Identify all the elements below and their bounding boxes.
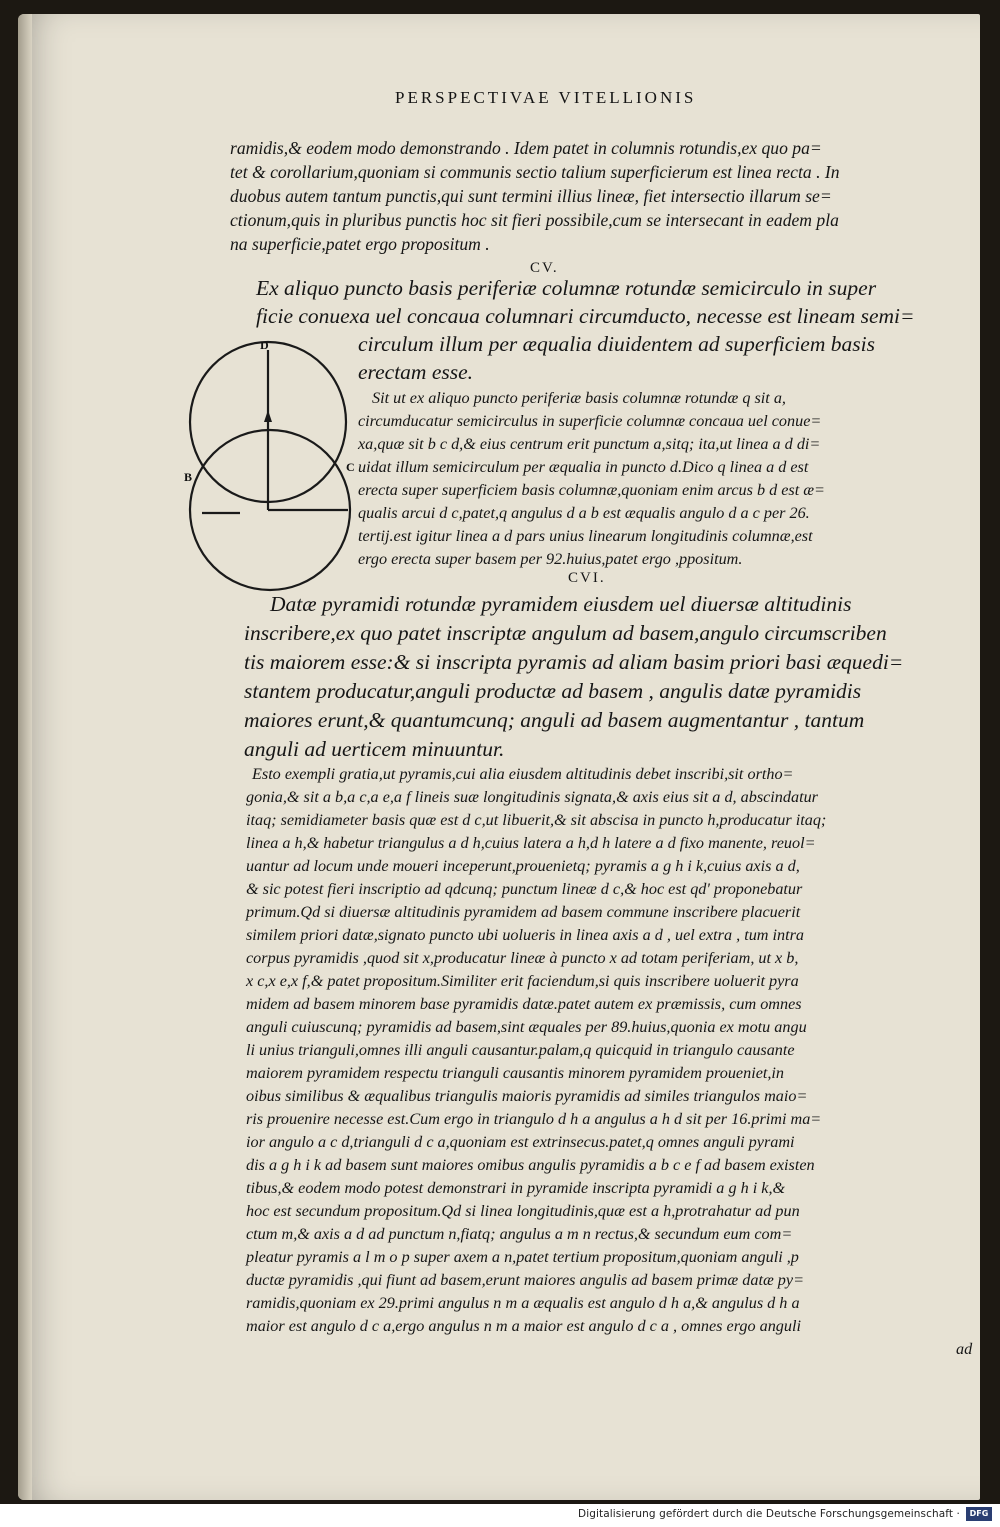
proof-line: uantur ad locum unde moueri inceperunt,prouenietq; pyramis a g h i k,cuius axis a d, xyxy=(246,857,800,875)
catchword: ad xyxy=(956,1340,973,1358)
proof-line: xa,quæ sit b c d,& eius centrum erit punctum a,sitq; ita,ut linea a d di= xyxy=(358,435,821,453)
running-head: PERSPECTIVAE VITELLIONIS xyxy=(395,88,697,107)
proof-line: erecta super superficiem basis columnæ,quoniam enim arcus b d est æ= xyxy=(358,481,825,499)
arrow-icon xyxy=(264,410,272,422)
section-statement-line: anguli ad uerticem minuuntur. xyxy=(244,737,505,761)
proof-line: ctum m,& axis a d ad punctum n,fiatq; angulus a m n rectus,& secundum eum com= xyxy=(246,1225,793,1243)
proof-line: maiorem pyramidem respectu trianguli causantis minorem pyramidem proueniet,in xyxy=(246,1064,785,1082)
diagram-label-c: C xyxy=(346,460,355,474)
proof-line: Esto exempli gratia,ut pyramis,cui alia eiusdem altitudinis debet inscribi,sit ortho= xyxy=(252,765,794,783)
section-number-cvi: CVI. xyxy=(568,570,606,586)
page-edge xyxy=(18,14,32,1500)
proof-line: ductæ pyramidis ,qui fiunt ad basem,erunt maiores angulis ad basem primæ datæ py= xyxy=(246,1271,804,1289)
dfg-logo: DFG xyxy=(966,1507,992,1521)
proof-line: tertij.est igitur linea a d pars unius linearum longitudinis columnæ,est xyxy=(358,527,813,545)
proof-line: & sic potest fieri inscriptio ad qdcunq; punctum lineæ d c,& hoc est qd' proponebatur xyxy=(246,880,803,898)
section-statement-line: Ex aliquo puncto basis periferiæ columnæ rotundæ semicirculo in super xyxy=(256,276,877,300)
proof-line: hoc est secundum propositum.Qd si linea longitudinis,quæ est a h,protrahatur ad pun xyxy=(246,1202,800,1220)
proof-line: dis a g h i k ad basem sunt maiores omibus angulis pyramidis a b c e f ad basem existen xyxy=(246,1156,815,1174)
text-line: duobus autem tantum punctis,qui sunt termini illius lineæ, fiet intersectio illarum se= xyxy=(230,186,832,206)
proof-line: maior est angulo d c a,ergo angulus n m a maior est angulo d c a , omnes ergo anguli xyxy=(246,1317,801,1335)
proof-line: tibus,& eodem modo potest demonstrari in pyramide inscripta pyramidi a g h i k,& xyxy=(246,1179,786,1197)
diagram-svg xyxy=(180,330,360,600)
proof-line: ramidis,quoniam ex 29.primi angulus n m a æqualis est angulo d h a,& angulus d h a xyxy=(246,1294,800,1312)
text-line: tet & corollarium,quoniam si communis sectio talium superficierum est linea recta . In xyxy=(230,162,840,182)
text-line: ctionum,quis in pluribus punctis hoc sit fieri possibile,cum se intersecant in eadem pla xyxy=(230,210,839,230)
section-statement-line: tis maiorem esse:& si inscripta pyramis ad aliam basim priori basi æquedi= xyxy=(244,650,904,674)
proof-line: anguli cuiuscunq; pyramidis ad basem,sint æquales per 89.huius,quonia ex motu angu xyxy=(246,1018,807,1036)
section-statement-line: ficie conuexa uel concaua columnari circumducto, necesse est lineam semi= xyxy=(256,304,915,328)
proof-line: x c,x e,x f,& patet propositum.Similiter erit faciendum,si quis inscribere uoluerit pyra xyxy=(246,972,799,990)
proof-line: midem ad basem minorem base pyramidis datæ.patet autem ex præmissis, cum omnes xyxy=(246,995,802,1013)
section-statement-line: maiores erunt,& quantumcunq; anguli ad basem augmentantur , tantum xyxy=(244,708,865,732)
section-statement-line: inscribere,ex quo patet inscriptæ angulum ad basem,angulo circumscriben xyxy=(244,621,887,645)
section-statement-line: stantem producatur,anguli productæ ad basem , angulis datæ pyramidis xyxy=(244,679,862,703)
proof-line: uidat illum semicirculum per æqualia in puncto d.Dico q linea a d est xyxy=(358,458,809,476)
proof-line: oibus similibus & æqualibus triangulis maioris pyramidis ad similes triangulos maio= xyxy=(246,1087,808,1105)
text-line: na superficie,patet ergo propositum . xyxy=(230,234,490,254)
diagram-label-d: D xyxy=(260,338,269,352)
footer-credit: Digitalisierung gefördert durch die Deutsche Forschungsgemeinschaft · xyxy=(578,1508,960,1520)
proof-line: Sit ut ex aliquo puncto periferiæ basis columnæ rotundæ q sit a, xyxy=(372,389,786,407)
text-line: ramidis,& eodem modo demonstrando . Idem patet in columnis rotundis,ex quo pa= xyxy=(230,138,822,158)
section-number-cv: CV. xyxy=(530,260,559,276)
proof-line: linea a h,& habetur triangulus a d h,cuius latera a h,d h latere a d fixo manente, reuol= xyxy=(246,834,816,852)
proof-line: itaq; semidiameter basis quæ est d c,ut libuerit,& sit abscisa in puncto h,producatur itaq; xyxy=(246,811,827,829)
section-statement-line: Datæ pyramidi rotundæ pyramidem eiusdem uel diuersæ altitudinis xyxy=(270,592,852,616)
proof-line: li unius trianguli,omnes illi anguli causantur.palam,q quicquid in triangulo causante xyxy=(246,1041,795,1059)
diagram-label-b: B xyxy=(184,470,193,484)
proof-line: qualis arcui d c,patet,q angulus d a b est æqualis angulo d a c per 26. xyxy=(358,504,810,522)
proof-line: ior angulo a c d,trianguli d c a,quoniam est extrinsecus.patet,q omnes anguli pyrami xyxy=(246,1133,795,1151)
section-statement-line: circulum illum per æqualia diuidentem ad superficiem basis xyxy=(358,332,875,356)
proof-line: primum.Qd si diuersæ altitudinis pyramidem ad basem commune inscribere placuerit xyxy=(246,903,801,921)
proof-line: ris prouenire necesse est.Cum ergo in triangulo d h a angulus a h d sit per 16.primi ma= xyxy=(246,1110,822,1128)
proof-line: gonia,& sit a b,a c,a e,a f lineis suæ longitudinis signata,& axis eius sit a d, abscindatur xyxy=(246,788,818,806)
proof-line: corpus pyramidis ,quod sit x,producatur lineæ à puncto x ad totam periferiam, ut x b, xyxy=(246,949,799,967)
proof-line: similem priori datæ,signato puncto ubi uolueris in linea axis a d , uel extra , tum intra xyxy=(246,926,805,944)
semicircle-column-diagram xyxy=(180,330,360,604)
proof-line: circumducatur semicirculus in superficie columnæ concaua uel conue= xyxy=(358,412,822,430)
proof-line: ergo erecta super basem per 92.huius,patet ergo ,ppositum. xyxy=(358,550,743,568)
section-statement-line: erectam esse. xyxy=(358,360,474,384)
proof-line: pleatur pyramis a l m o p super axem a n,patet tertium propositum,quoniam anguli ,p xyxy=(246,1248,799,1266)
